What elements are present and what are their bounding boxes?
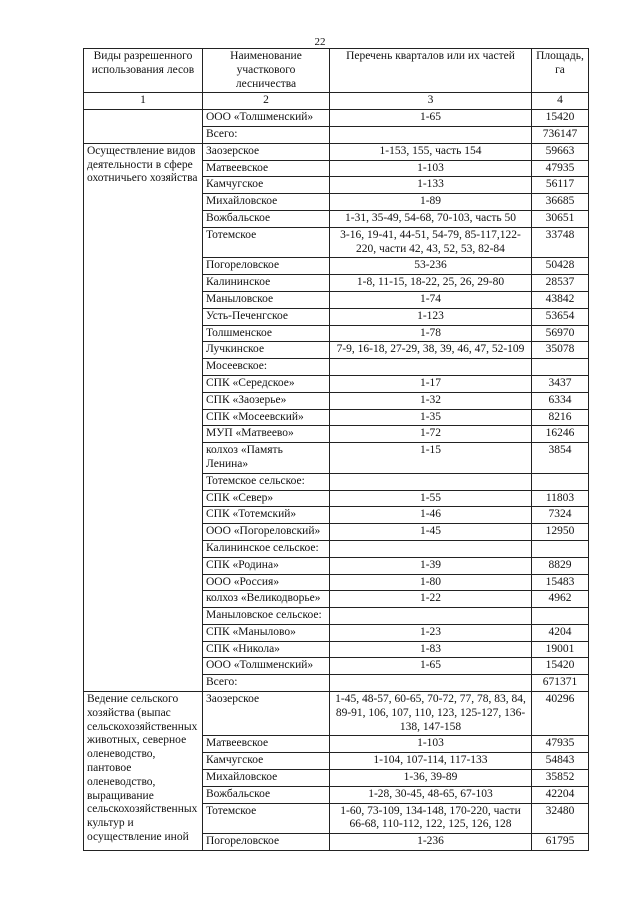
quarters-cell: 1-103 xyxy=(330,736,532,753)
forestry-cell: Михайловское xyxy=(203,770,330,787)
area-cell: 7324 xyxy=(532,507,589,524)
forestry-cell: Тотемское xyxy=(203,803,330,834)
table-row xyxy=(84,692,589,736)
header-forestry-name: Наименование участкового лесничества xyxy=(203,49,330,93)
forestry-cell: Камчугское xyxy=(203,753,330,770)
quarters-cell: 1-45 xyxy=(330,524,532,541)
area-cell: 11803 xyxy=(532,490,589,507)
quarters-cell: 1-46 xyxy=(330,507,532,524)
quarters-cell: 1-32 xyxy=(330,392,532,409)
page-number: 22 xyxy=(314,36,326,48)
forestry-cell: СПК «Середское» xyxy=(203,375,330,392)
forestry-cell: Заозерское xyxy=(203,692,330,736)
quarters-cell: 1-8, 11-15, 18-22, 25, 26, 29-80 xyxy=(330,275,532,292)
quarters-cell: 1-28, 30-45, 48-65, 67-103 xyxy=(330,786,532,803)
forestry-cell: СПК «Заозерье» xyxy=(203,392,330,409)
quarters-cell xyxy=(330,675,532,692)
forest-use-table xyxy=(83,48,589,851)
forestry-cell: Тотемское сельское: xyxy=(203,473,330,490)
quarters-cell xyxy=(330,540,532,557)
area-cell: 4204 xyxy=(532,624,589,641)
area-cell xyxy=(532,359,589,376)
area-cell: 3854 xyxy=(532,443,589,474)
quarters-cell: 1-89 xyxy=(330,194,532,211)
column-number: 3 xyxy=(330,93,532,110)
area-cell: 33748 xyxy=(532,227,589,258)
area-cell: 42204 xyxy=(532,786,589,803)
quarters-cell: 1-74 xyxy=(330,291,532,308)
area-cell: 50428 xyxy=(532,258,589,275)
quarters-cell: 1-39 xyxy=(330,557,532,574)
area-cell: 53654 xyxy=(532,308,589,325)
quarters-cell: 7-9, 16-18, 27-29, 38, 39, 46, 47, 52-109 xyxy=(330,342,532,359)
area-cell: 35078 xyxy=(532,342,589,359)
area-cell: 43842 xyxy=(532,291,589,308)
area-cell: 47935 xyxy=(532,736,589,753)
area-cell: 56117 xyxy=(532,177,589,194)
area-cell: 736147 xyxy=(532,126,589,143)
forestry-cell: Михайловское xyxy=(203,194,330,211)
area-cell: 15483 xyxy=(532,574,589,591)
forestry-cell: Калининское xyxy=(203,275,330,292)
forestry-cell: СПК «Никола» xyxy=(203,641,330,658)
quarters-cell: 1-55 xyxy=(330,490,532,507)
column-number: 2 xyxy=(203,93,330,110)
quarters-cell: 1-17 xyxy=(330,375,532,392)
quarters-cell: 1-65 xyxy=(330,110,532,127)
forestry-cell: Лучкинское xyxy=(203,342,330,359)
quarters-cell: 1-236 xyxy=(330,834,532,851)
area-cell: 61795 xyxy=(532,834,589,851)
quarters-cell: 53-236 xyxy=(330,258,532,275)
quarters-cell: 1-36, 39-89 xyxy=(330,770,532,787)
quarters-cell: 1-35 xyxy=(330,409,532,426)
forestry-cell: ООО «Погореловский» xyxy=(203,524,330,541)
quarters-cell: 1-65 xyxy=(330,658,532,675)
area-cell xyxy=(532,540,589,557)
quarters-cell: 1-133 xyxy=(330,177,532,194)
forestry-cell: Мосеевское: xyxy=(203,359,330,376)
forestry-cell: Заозерское xyxy=(203,143,330,160)
area-cell: 36685 xyxy=(532,194,589,211)
forestry-cell: ООО «Россия» xyxy=(203,574,330,591)
forestry-cell: Тотемское xyxy=(203,227,330,258)
quarters-cell: 1-123 xyxy=(330,308,532,325)
quarters-cell: 1-45, 48-57, 60-65, 70-72, 77, 78, 83, 84, 89-91, 106, 107, 110, 123, 125-127, 136-138, 147-158 xyxy=(330,692,532,736)
forestry-cell: СПК «Мосеевский» xyxy=(203,409,330,426)
forestry-cell: ООО «Толшменский» xyxy=(203,658,330,675)
area-cell: 6334 xyxy=(532,392,589,409)
forestry-cell: МУП «Матвеево» xyxy=(203,426,330,443)
table-row xyxy=(84,143,589,160)
header-area: Площадь, га xyxy=(532,49,589,93)
header-quarters: Перечень кварталов или их частей xyxy=(330,49,532,93)
forestry-cell: СПК «Манылово» xyxy=(203,624,330,641)
column-number: 1 xyxy=(84,93,203,110)
area-cell: 19001 xyxy=(532,641,589,658)
area-cell: 8216 xyxy=(532,409,589,426)
quarters-cell xyxy=(330,473,532,490)
forestry-cell: Матвеевское xyxy=(203,160,330,177)
area-cell: 40296 xyxy=(532,692,589,736)
quarters-cell xyxy=(330,359,532,376)
forestry-cell: Вожбальское xyxy=(203,210,330,227)
area-cell: 3437 xyxy=(532,375,589,392)
header-use-type: Виды разрешенного использования лесов xyxy=(84,49,203,93)
area-cell xyxy=(532,608,589,625)
forestry-cell: СПК «Тотемский» xyxy=(203,507,330,524)
forestry-cell: колхоз «Память Ленина» xyxy=(203,443,330,474)
area-cell: 671371 xyxy=(532,675,589,692)
area-cell: 12950 xyxy=(532,524,589,541)
forestry-cell: Калининское сельское: xyxy=(203,540,330,557)
forestry-cell: Погореловское xyxy=(203,834,330,851)
area-cell: 59663 xyxy=(532,143,589,160)
quarters-cell: 1-103 xyxy=(330,160,532,177)
quarters-cell xyxy=(330,126,532,143)
area-cell: 16246 xyxy=(532,426,589,443)
forestry-cell: СПК «Родина» xyxy=(203,557,330,574)
quarters-cell: 1-83 xyxy=(330,641,532,658)
forestry-cell: Усть-Печенгское xyxy=(203,308,330,325)
forestry-cell: Толшменское xyxy=(203,325,330,342)
forestry-cell: Вожбальское xyxy=(203,786,330,803)
forestry-cell: Погореловское xyxy=(203,258,330,275)
forestry-cell: ООО «Толшменский» xyxy=(203,110,330,127)
area-cell: 15420 xyxy=(532,658,589,675)
quarters-cell: 1-78 xyxy=(330,325,532,342)
forestry-cell: Камчугское xyxy=(203,177,330,194)
quarters-cell: 3-16, 19-41, 44-51, 54-79, 85-117,122-220, части 42, 43, 52, 53, 82-84 xyxy=(330,227,532,258)
quarters-cell: 1-104, 107-114, 117-133 xyxy=(330,753,532,770)
quarters-cell: 1-72 xyxy=(330,426,532,443)
quarters-cell: 1-31, 35-49, 54-68, 70-103, часть 50 xyxy=(330,210,532,227)
area-cell: 28537 xyxy=(532,275,589,292)
forestry-cell: Всего: xyxy=(203,675,330,692)
use-type-cell: Осуществление видов деятельности в сфере охотничьего хозяйства xyxy=(84,143,203,691)
area-cell: 56970 xyxy=(532,325,589,342)
forestry-cell: СПК «Север» xyxy=(203,490,330,507)
table-header-row xyxy=(84,49,589,93)
area-cell: 30651 xyxy=(532,210,589,227)
area-cell: 15420 xyxy=(532,110,589,127)
quarters-cell: 1-15 xyxy=(330,443,532,474)
quarters-cell: 1-23 xyxy=(330,624,532,641)
quarters-cell: 1-80 xyxy=(330,574,532,591)
area-cell: 47935 xyxy=(532,160,589,177)
use-type-cell xyxy=(84,110,203,144)
column-number: 4 xyxy=(532,93,589,110)
forestry-cell: колхоз «Великодворье» xyxy=(203,591,330,608)
column-numbers-row xyxy=(84,93,589,110)
forestry-cell: Всего: xyxy=(203,126,330,143)
area-cell xyxy=(532,473,589,490)
forestry-cell: Матвеевское xyxy=(203,736,330,753)
area-cell: 32480 xyxy=(532,803,589,834)
area-cell: 8829 xyxy=(532,557,589,574)
quarters-cell: 1-60, 73-109, 134-148, 170-220, части 66-68, 110-112, 122, 125, 126, 128 xyxy=(330,803,532,834)
forestry-cell: Маныловское xyxy=(203,291,330,308)
area-cell: 54843 xyxy=(532,753,589,770)
use-type-cell: Ведение сельского хозяйства (выпас сельскохозяйственных животных, северное оленеводство, пантовое оленеводство, выращивание сельскохозяйственных культур и осуществление иной xyxy=(84,692,203,851)
quarters-cell xyxy=(330,608,532,625)
forestry-cell: Маныловское сельское: xyxy=(203,608,330,625)
quarters-cell: 1-153, 155, часть 154 xyxy=(330,143,532,160)
area-cell: 4962 xyxy=(532,591,589,608)
table-row xyxy=(84,110,589,127)
area-cell: 35852 xyxy=(532,770,589,787)
quarters-cell: 1-22 xyxy=(330,591,532,608)
